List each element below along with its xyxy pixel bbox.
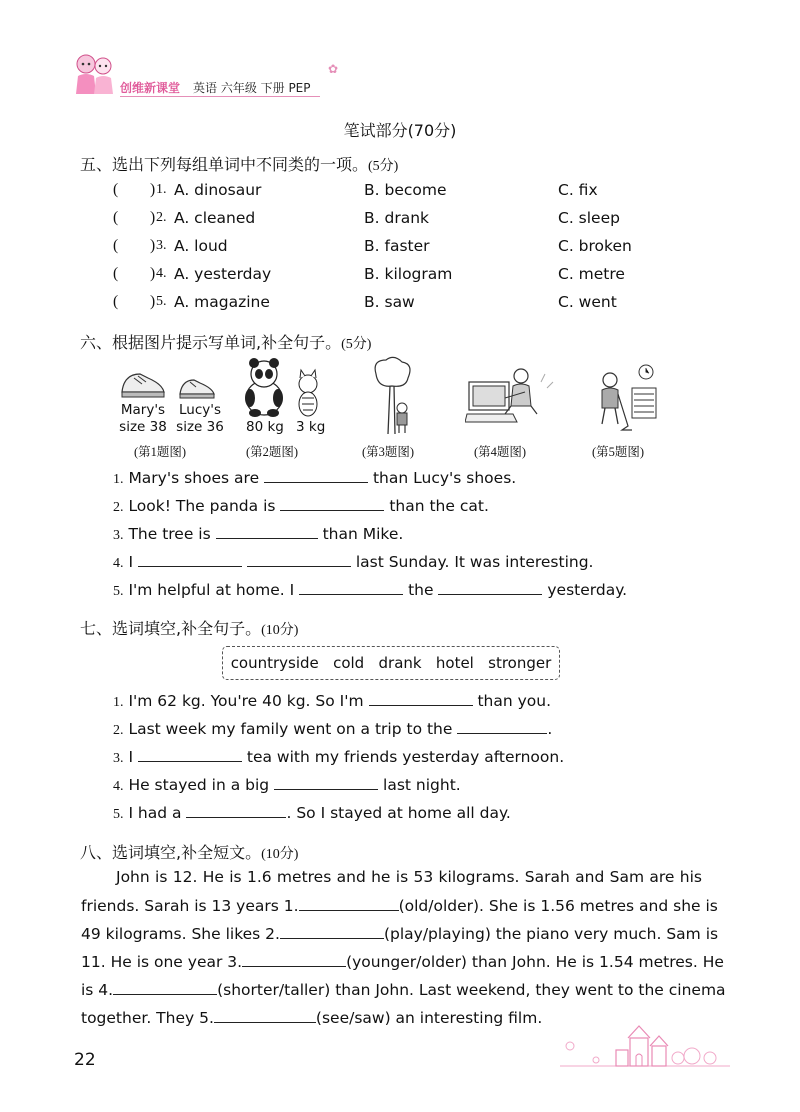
computer-game-picture (465, 362, 555, 436)
item-number: 2. (156, 210, 167, 225)
answer-blank[interactable] (457, 719, 547, 734)
option-b: B. faster (364, 237, 430, 255)
option-b: B. drank (364, 209, 429, 227)
section-7-title: 七、选词填空,补全句子。(10分) (80, 619, 299, 638)
option-c: C. sleep (558, 209, 620, 227)
answer-paren-open: ( (113, 293, 119, 310)
star-decoration-icon: ✿ (328, 62, 339, 76)
sentence: 5. I'm helpful at home. I the yesterday. (113, 581, 628, 599)
option-c: C. went (558, 293, 617, 311)
shoes-picture (118, 366, 228, 406)
answer-paren-close: ) (150, 265, 156, 282)
picture-caption: (第3题图) (362, 445, 415, 459)
header-mascot-illustration (70, 50, 122, 102)
header-divider (120, 96, 320, 97)
option-a: A. loud (174, 237, 228, 255)
option-c: C. fix (558, 181, 598, 199)
picture-caption: (第1题图) (134, 445, 187, 459)
option-b: B. kilogram (364, 265, 453, 283)
answer-blank[interactable] (299, 896, 399, 911)
part-title: 笔试部分(70分) (343, 121, 457, 140)
section-5-title: 五、选出下列每组单词中不同类的一项。(5分) (80, 155, 399, 174)
answer-blank[interactable] (216, 524, 318, 539)
option-a: A. dinosaur (174, 181, 262, 199)
answer-blank[interactable] (438, 580, 542, 595)
sentence: 2. Last week my family went on a trip to the . (113, 720, 553, 738)
panda-and-cat-picture (242, 358, 332, 422)
answer-blank[interactable] (274, 775, 378, 790)
sentence: 1. Mary's shoes are than Lucy's shoes. (113, 469, 517, 487)
header-brand: 创维新课堂 (120, 81, 181, 95)
answer-blank[interactable] (280, 496, 384, 511)
sentence: 5. I had a . So I stayed at home all day. (113, 804, 511, 822)
sentence: 1. I'm 62 kg. You're 40 kg. So I'm than you. (113, 692, 552, 710)
option-c: C. metre (558, 265, 625, 283)
answer-paren-open: ( (113, 181, 119, 198)
passage-line: friends. Sarah is 13 years 1. (old/older). She is 1.56 metres and she is (81, 897, 718, 915)
page-number: 22 (74, 1050, 96, 1070)
word-bank (222, 646, 560, 680)
option-b: B. become (364, 181, 447, 199)
section-6-title: 六、根据图片提示写单词,补全句子。(5分) (80, 333, 372, 352)
option-c: C. broken (558, 237, 632, 255)
tree-and-boy-picture (368, 356, 418, 440)
answer-blank[interactable] (214, 1008, 316, 1023)
picture-caption: (第4题图) (474, 445, 527, 459)
sentence: 2. Look! The panda is than the cat. (113, 497, 489, 515)
boy-sweeping-floor-picture (592, 362, 662, 438)
item-number: 4. (156, 266, 167, 281)
answer-paren-open: ( (113, 209, 119, 226)
castle-decoration-icon (560, 1024, 730, 1072)
option-b: B. saw (364, 293, 415, 311)
picture-caption: (第5题图) (592, 445, 645, 459)
answer-paren-close: ) (150, 237, 156, 254)
answer-blank[interactable] (247, 552, 351, 567)
passage-line: 11. He is one year 3. (younger/older) than John. He is 1.54 metres. He (81, 953, 724, 971)
item-number: 1. (156, 182, 167, 197)
answer-blank[interactable] (113, 980, 217, 995)
sentence: 4. I last Sunday. It was interesting. (113, 553, 594, 571)
answer-paren-close: ) (150, 209, 156, 226)
item-number: 3. (156, 238, 167, 253)
cat-weight-label: 3 kg (296, 419, 326, 435)
option-a: A. magazine (174, 293, 270, 311)
answer-blank[interactable] (280, 924, 384, 939)
mary-shoe-label: Mary's size 38 (119, 402, 167, 435)
sentence: 3. I tea with my friends yesterday afternoon. (113, 748, 565, 766)
answer-blank[interactable] (299, 580, 403, 595)
passage-line: is 4. (shorter/taller) than John. Last weekend, they went to the cinema (81, 981, 726, 999)
sentence: 4. He stayed in a big last night. (113, 776, 461, 794)
picture-caption: (第2题图) (246, 445, 299, 459)
answer-blank[interactable] (138, 552, 242, 567)
answer-paren-open: ( (113, 265, 119, 282)
answer-blank[interactable] (369, 691, 473, 706)
passage-line: John is 12. He is 1.6 metres and he is 53 kilograms. Sarah and Sam are his (116, 868, 702, 886)
answer-paren-close: ) (150, 181, 156, 198)
lucy-shoe-label: Lucy's size 36 (176, 402, 224, 435)
item-number: 5. (156, 294, 167, 309)
answer-blank[interactable] (264, 468, 368, 483)
answer-paren-open: ( (113, 237, 119, 254)
option-a: A. yesterday (174, 265, 272, 283)
answer-blank[interactable] (242, 952, 346, 967)
option-a: A. cleaned (174, 209, 256, 227)
sentence: 3. The tree is than Mike. (113, 525, 404, 543)
panda-weight-label: 80 kg (246, 419, 284, 435)
answer-blank[interactable] (186, 803, 286, 818)
answer-blank[interactable] (138, 747, 242, 762)
header-subject: 英语 六年级 下册 PEP (193, 81, 311, 95)
passage-line: together. They 5. (see/saw) an interesting film. (81, 1009, 543, 1027)
passage-line: 49 kilograms. She likes 2. (play/playing) the piano very much. Sam is (81, 925, 719, 943)
section-8-title: 八、选词填空,补全短文。(10分) (80, 843, 299, 862)
answer-paren-close: ) (150, 293, 156, 310)
word-bank-words: countryside cold drank hotel stronger (230, 654, 552, 672)
